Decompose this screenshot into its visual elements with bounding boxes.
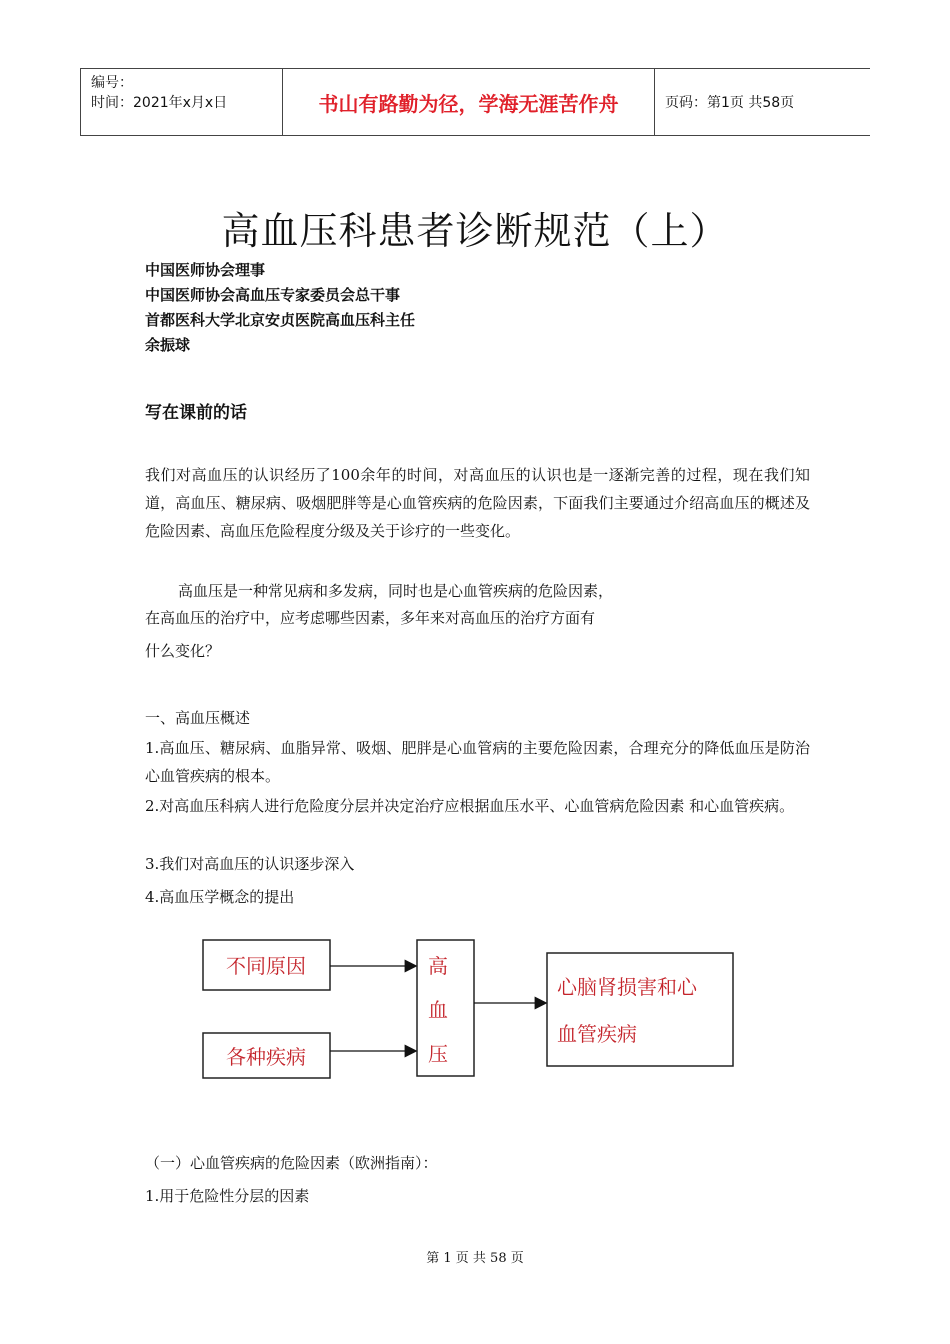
section1-item-4: 4.高血压学概念的提出 — [145, 888, 295, 906]
hypertension-flow-diagram — [195, 930, 745, 1085]
author-line-3: 首都医科大学北京安贞医院高血压科主任 — [145, 311, 416, 329]
subsection-item-1: 1.用于危险性分层的因素 — [145, 1187, 310, 1205]
box-organ-damage-line-2: 血管疾病 — [557, 1022, 637, 1046]
box-organ-damage — [547, 953, 733, 1066]
box-various-diseases-label: 各种疾病 — [226, 1045, 306, 1069]
section1-item-2: 2.对高血压科病人进行危险度分层并决定治疗应根据血压水平、心血管病危险因素 和心血管疾病。 — [145, 797, 795, 815]
author-line-2: 中国医师协会高血压专家委员会总干事 — [145, 286, 401, 304]
box-hypertension-char-3: 压 — [428, 1042, 448, 1066]
section1-item-1: 1.高血压、糖尿病、血脂异常、吸烟、肥胖是心血管病的主要危险因素，合理充分的降低血压是防治心血管疾病的根本。 — [145, 739, 810, 785]
time-label: 时间：2021年x月x日 — [91, 95, 228, 111]
section1-heading: 一、高血压概述 — [145, 709, 251, 727]
author-line-1: 中国医师协会理事 — [145, 261, 266, 279]
intro-paragraph: 我们对高血压的认识经历了100余年的时间，对高血压的认识也是一逐渐完善的过程，现在我们知道，高血压、糖尿病、吸烟肥胖等是心血管疾病的危险因素，下面我们主要通过介绍高血压的概述及危险因素、高血压危险程度分级及关于诊疗的一些变化。 — [145, 466, 810, 540]
box-hypertension-char-2: 血 — [428, 998, 448, 1022]
author-block — [145, 258, 415, 358]
author-name: 余振球 — [145, 336, 191, 354]
question-line-1: 高血压是一种常见病和多发病，同时也是心血管疾病的危险因素， — [178, 582, 614, 600]
document-title: 高血压科患者诊断规范（上） — [221, 209, 729, 253]
box-organ-damage-line-1: 心脑肾损害和心 — [557, 975, 697, 999]
subsection-heading: （一）心血管疾病的危险因素（欧洲指南）： — [145, 1154, 438, 1172]
question-line-3: 什么变化？ — [145, 642, 221, 660]
number-label: 编号： — [91, 75, 133, 91]
box-different-causes-label: 不同原因 — [226, 954, 306, 978]
header-page-info: 页码：第1页 共58页 — [665, 95, 795, 111]
header-slogan: 书山有路勤为径，学海无涯苦作舟 — [282, 69, 655, 135]
section1-item-3: 3.我们对高血压的认识逐步深入 — [145, 855, 355, 873]
header-table — [80, 68, 870, 136]
question-line-2: 在高血压的治疗中，应考虑哪些因素，多年来对高血压的治疗方面有 — [145, 609, 596, 627]
intro-heading: 写在课前的话 — [145, 403, 247, 423]
page-footer: 第 1 页 共 58 页 — [426, 1251, 524, 1266]
box-hypertension-char-1: 高 — [428, 954, 448, 978]
header-meta-cell — [80, 69, 282, 135]
